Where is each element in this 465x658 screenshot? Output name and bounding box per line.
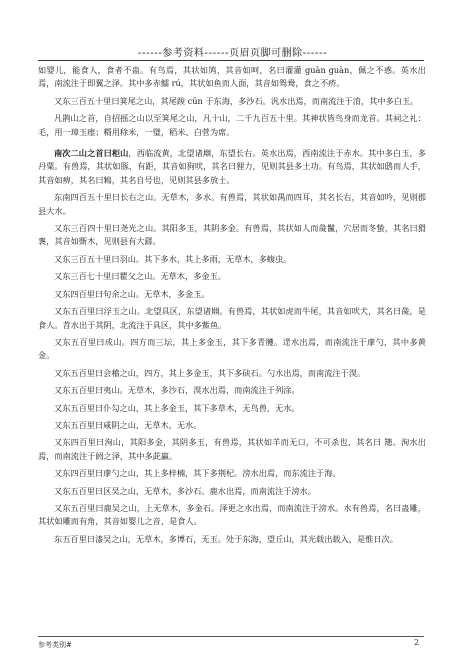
footer-label: 参考类别# xyxy=(38,641,72,649)
paragraph: 又东三百七十里曰瞿父之山。无草木，多金玉。 xyxy=(54,271,226,282)
paragraph: 又东五百里曰咸阴之山，无草木，无水。 xyxy=(54,419,202,430)
paragraph: 又东五百里曰鹿吴之山，上无草木，多金石。泽更之水出焉，而南流注于滂水。水有兽焉，名曰蛊雕，其状如雕而有角，其音如婴儿之音，是食人。 xyxy=(38,502,426,527)
document-body xyxy=(38,64,426,550)
paragraph: 又东五百里曰浮玉之山。北望具区，东望诸𣶒。有兽焉，其状如虎而牛尾，其音如吠犬，其名曰彘，是食人。苕水出于其阴，北流注于具区，其中多鮆鱼。 xyxy=(38,306,426,330)
paragraph: 又东五百里曰成山。四方而三坛，其上多金玉，其下多青雘。𨖐水出焉，而南流注于虖勺，其中多黄金。 xyxy=(38,336,426,361)
paragraph: 又东三百五十里曰羽山。其下多水，其上多雨，无草木，多蝮虫。 xyxy=(54,253,292,264)
section-paragraph: 南次二山之首曰柜山，西临流黄，北望诸𣶒，东望长右。英水出焉，西南流注于赤水。其中多白玉，多丹粟。有兽焉，其状如豚，有距，其音如狗吠，其名曰狸力，见则其县多土功。有鸟焉，其状如鸱而人手，其音如痹，其名曰鴸，其名自号也，见则其县多放士。 xyxy=(38,148,426,185)
paragraph: 如婴儿，能食人，食者不蛊。有鸟焉，其状如鸠，其音如呵，名曰灌灌 guàn guàn，佩之不惑。英水出焉，南流注于即翼之泽。其中多赤鱬 rú，其状如鱼而人面，其音如鸳鸯，食之不疥。 xyxy=(38,65,426,89)
paragraph: 凡鹊山之首，自招摇之山以至箕尾之山，凡十山，二千九百五十里。其神状皆鸟身而龙首。其祠之礼：毛，用一璋玉瘗；糈用稌米，一璧，稻米、白菅为席。 xyxy=(38,113,426,137)
paragraph: 又东五百里曰会稽之山，四方，其上多金玉，其下多砆石。勺水出焉，而南流注于湨。 xyxy=(54,367,366,378)
paragraph: 又东四百里曰句余之山。无草木，多金玉。 xyxy=(54,288,210,299)
paragraph: 东南四百五十里曰长右之山。无草木，多水。有兽焉，其状如禺而四耳，其名长右，其音如吟，见则郡县大水。 xyxy=(38,192,426,216)
page-number: 2 xyxy=(414,638,420,647)
page-header: ------参考资料------页眉页脚可删除------ xyxy=(137,48,328,59)
paragraph: 又东四百里曰虖勺之山，其上多梓楠，其下多荆杞。滂水出焉，而东流注于海。 xyxy=(54,468,341,479)
paragraph: 又东五百里曰区吴之山，无草木，多沙石。鹿水出焉，而南流注于滂水。 xyxy=(54,485,317,496)
paragraph: 又东三百五十里曰箕尾之山，其尾踆 cūn 于东海，多沙石。汎水出焉，而南流注于淯，其中多白玉。 xyxy=(54,95,419,106)
footer-rule xyxy=(38,636,424,637)
paragraph: 又东三百四十里曰尧光之山。其阳多玉，其阴多金。有兽焉，其状如人而彘鬣，穴居而冬蛰，其名曰猾褢，其音如斲木，见则县有大繇。 xyxy=(38,223,426,247)
header-rule xyxy=(38,60,424,61)
section-heading: 南次二山之首曰柜山 xyxy=(54,148,129,159)
paragraph: 又东五百里曰夷山。无草木，多沙石，湨水出焉，而南流注于列涂。 xyxy=(54,385,300,396)
paragraph: 又东四百里曰洵山，其阳多金，其阴多玉，有兽焉，其状如羊而无口，不可杀也，其名曰 䍺。洵水出焉，而南流注于阏之泽，其中多茈蠃。 xyxy=(38,437,426,461)
paragraph: 又东五百里曰仆勾之山，其上多金玉，其下多草木，无鸟兽，无水。 xyxy=(54,402,300,413)
paragraph: 东五百里曰漆吴之山，无草木，多博石，无玉。处于东海，望丘山，其光载出载入，是惟日次。 xyxy=(54,533,398,544)
